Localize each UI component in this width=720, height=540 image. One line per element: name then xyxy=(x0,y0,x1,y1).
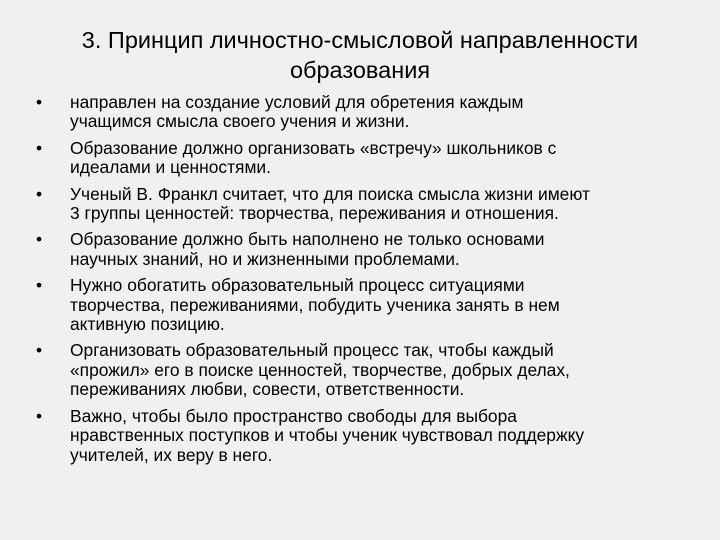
bullet-icon: • xyxy=(36,137,43,158)
bullet-list xyxy=(36,93,686,472)
bullet-text: Образование должно организовать «встречу» школьников с идеалами и ценностями. xyxy=(70,137,557,178)
bullet-item xyxy=(36,276,686,334)
bullet-icon: • xyxy=(36,275,43,296)
bullet-item xyxy=(36,407,686,465)
bullet-icon: • xyxy=(36,405,43,426)
bullet-text: Важно, чтобы было пространство свободы для выбора нравственных поступков и чтобы ученик чувствовал поддержку учителей, их веру в него. xyxy=(70,405,585,465)
bullet-item xyxy=(36,230,686,269)
bullet-icon: • xyxy=(36,183,43,204)
bullet-text: направлен на создание условий для обретения каждым учащимся смысла своего учения и жизни. xyxy=(70,92,524,132)
bullet-icon: • xyxy=(36,229,43,250)
slide-title: 3. Принцип личностно-смысловой направленности образования xyxy=(81,27,639,83)
bullet-icon: • xyxy=(36,92,43,112)
bullet-item xyxy=(36,139,686,178)
bullet-item xyxy=(36,185,686,224)
bullet-text: Организовать образовательный процесс так, чтобы каждый «прожил» его в поиске ценностей, творчестве, добрых делах, переживаниях любви, совести, ответственности. xyxy=(70,340,570,400)
bullet-item xyxy=(36,93,686,132)
bullet-text: Ученый В. Франкл считает, что для поиска смысла жизни имеют 3 группы ценностей: творчества, переживания и отношения. xyxy=(70,183,590,224)
bullet-text: Нужно обогатить образовательный процесс ситуациями творчества, переживаниями, побудить ученика занять в нем активную позицию. xyxy=(70,275,560,335)
bullet-item xyxy=(36,341,686,399)
bullet-icon: • xyxy=(36,340,43,361)
bullet-text: Образование должно быть наполнено не только основами научных знаний, но и жизненными проблемами. xyxy=(70,229,545,269)
